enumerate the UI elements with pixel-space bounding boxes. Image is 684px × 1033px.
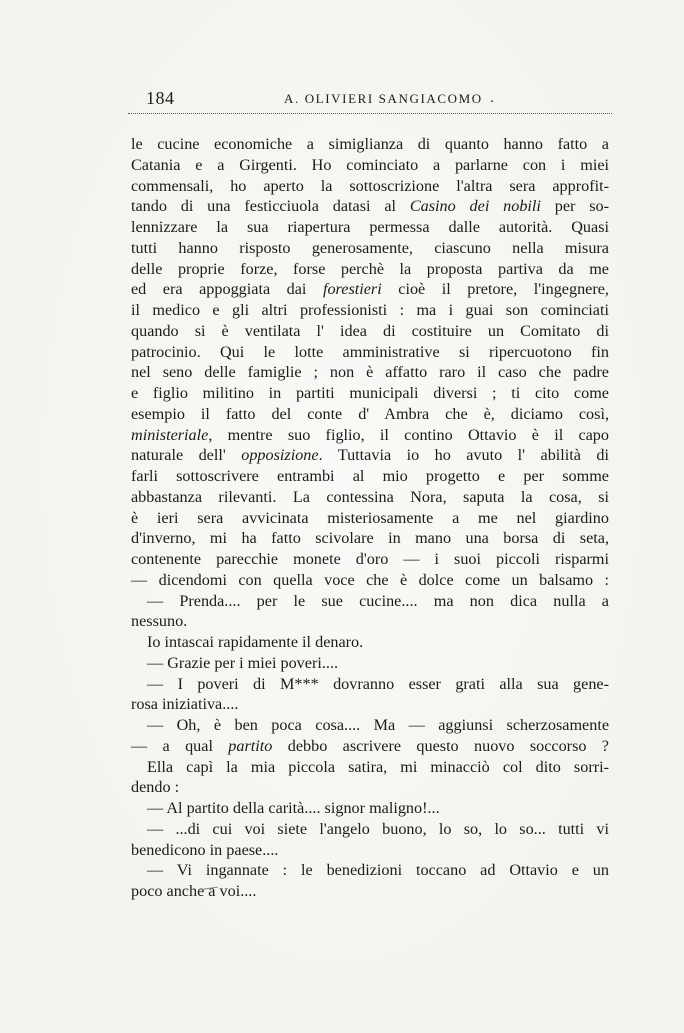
text-segment: — a qual [131,736,229,755]
italic-segment: Casino dei nobili [409,197,541,216]
text-line [131,611,609,632]
text-line [131,425,609,446]
text-segment: tutti hanno risposto generosamente, ciascuno nella misura [131,238,609,257]
text-line [131,591,609,612]
text-segment: abbastanza rilevanti. La contessina Nora, saputa la cosa, si [131,487,609,506]
text-segment: Io intascai rapidamente il denaro. [147,633,364,651]
text-line [131,549,609,570]
text-segment: rosa iniziativa.... [131,695,239,714]
text-segment: Ella capì la mia piccola satira, mi minacciò col dito sorri- [147,757,609,776]
text-line [131,632,609,653]
text-segment: nessuno. [131,612,188,631]
text-line [131,819,609,840]
text-line [131,196,609,217]
running-head: A. OLIVIERI SANGIACOMO [284,91,483,106]
text-segment: benedicono in paese.... [131,840,279,859]
italic-segment: partito [228,736,273,755]
text-segment: ed era appoggiata dai [131,280,323,299]
text-segment: quando si è ventilata l' idea di costituire un Comitato di [131,321,609,340]
text-line [131,508,609,529]
page-header [146,88,556,112]
page-number: 184 [146,88,175,108]
italic-segment: forestieri [322,280,382,299]
text-segment: lennizzare la sua riapertura permessa dalle autorità. Quasi [131,218,609,236]
text-segment: esempio il fatto del conte d' Ambra che è, diciamo così, [131,404,609,423]
text-line [131,404,609,425]
text-segment: nel seno delle famiglie ; non è affatto raro il caso che padre [131,363,609,382]
text-line [131,300,609,321]
header-rule [128,113,612,114]
text-segment: poco anche a voi.... [131,882,257,900]
text-segment: tando di una festicciuola datasi al [131,197,410,216]
text-line [131,342,609,363]
text-line [131,653,609,674]
body-text [131,134,609,902]
text-segment: debbo ascrivere questo nuovo soccorso ? [272,736,609,755]
text-line [131,881,609,902]
text-segment: — Oh, è ben poca cosa.... Ma — aggiunsi scherzosamente [147,716,609,734]
text-segment: farli sottoscrivere entrambi al mio progetto e per somme [131,467,609,485]
text-line [131,715,609,736]
text-line [131,279,609,300]
text-segment: — dicendomi con quella voce che è dolce come un balsamo : [131,570,609,589]
text-line [131,466,609,487]
text-segment: — Al partito della carità.... signor maligno!... [147,799,440,817]
text-line [131,798,609,819]
text-line [131,694,609,715]
text-segment: le cucine economiche a simiglianza di quanto hanno fatto a [131,135,609,153]
text-segment: per so- [540,197,609,216]
text-segment: delle proprie forze, forse perchè la proposta partiva da me [131,259,609,278]
text-line [131,362,609,383]
text-line [131,570,609,591]
text-line [131,383,609,404]
text-line [131,217,609,238]
text-line [131,238,609,259]
text-line [131,840,609,861]
text-segment: . Tuttavia io ho avuto l' abilità di [318,446,609,465]
italic-segment: opposizione [241,446,319,465]
text-line [131,134,609,155]
text-segment: — Prenda.... per le sue cucine.... ma non dica nulla a [147,591,609,610]
text-line [131,155,609,176]
text-segment: d'inverno, mi ha fatto scivolare in mano una borsa di seta, [131,529,609,548]
text-line [131,777,609,798]
italic-segment: ministeriale [131,425,209,444]
text-line [131,176,609,197]
text-segment: naturale dell' [131,446,242,465]
text-segment: — ...di cui voi siete l'angelo buono, lo so, lo so... tutti vi [147,819,609,838]
text-line [131,757,609,778]
running-head-mark: . [490,91,495,106]
text-line [131,321,609,342]
text-segment: — Vi ingannate : le benedizioni toccano ad Ottavio e un [147,861,609,880]
text-line [131,487,609,508]
text-line [131,528,609,549]
text-segment: — Grazie per i miei poveri.... [147,653,339,672]
text-line [131,445,609,466]
text-line [131,736,609,757]
text-segment: commensali, ho aperto la sottoscrizione l'altra sera approfit- [131,176,609,195]
text-segment: contenente parecchie monete d'oro — i suoi piccoli risparmi [131,550,609,568]
text-segment: cioè il pretore, l'ingegnere, [381,280,609,299]
text-segment: — I poveri di M*** dovranno esser grati alla sua gene- [147,674,609,693]
text-segment: patrocinio. Qui le lotte amministrative si ripercuotono fin [131,342,609,361]
text-line [131,259,609,280]
text-segment: e figlio militino in partiti municipali diversi ; ti cito come [131,384,609,402]
text-line [131,860,609,881]
text-line [131,674,609,695]
text-segment: , mentre suo figlio, il contino Ottavio è il capo [208,425,609,444]
text-segment: Catania e a Girgenti. Ho cominciato a parlarne con i miei [131,155,609,174]
text-segment: dendo : [131,778,180,797]
text-segment: il medico e gli altri professionisti : ma i guai son cominciati [131,301,609,319]
text-segment: è ieri sera avvicinata misteriosamente a me nel giardino [131,508,609,527]
